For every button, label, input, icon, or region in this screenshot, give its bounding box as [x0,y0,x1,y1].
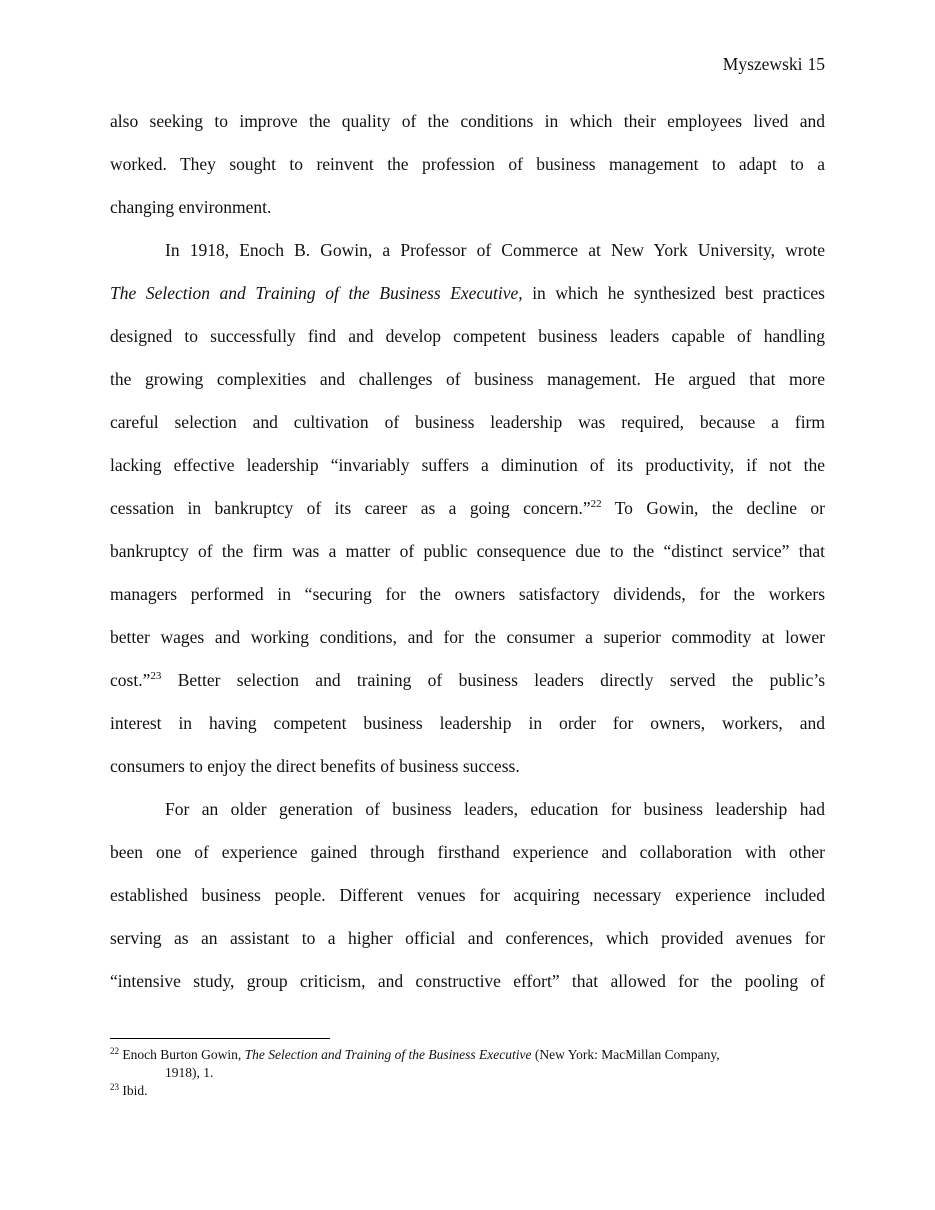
body-line: better wages and working conditions, and for the consumer a superior commodity at lower [110,627,825,647]
footnote-ref-23[interactable]: 23 [150,670,162,682]
body-line: designed to successfully find and develop competent business leaders capable of handling [110,326,825,346]
paragraph-start: In 1918, Enoch B. Gowin, a Professor of Commerce at New York University, wrote [165,240,825,260]
body-line: consumers to enjoy the direct benefits of business success. [110,756,520,776]
page-number: 15 [807,54,825,74]
body-line: worked. They sought to reinvent the profession of business management to adapt to a [110,154,825,174]
book-title: The Selection and Training of the Business Executive, [110,283,523,303]
body-line: the growing complexities and challenges of business management. He argued that more [110,369,825,389]
body-line: been one of experience gained through firsthand experience and collaboration with other [110,842,825,862]
header-author: Myszewski [722,54,803,74]
body-line: established business people. Different venues for acquiring necessary experience included [110,885,825,905]
body-line: interest in having competent business leadership in order for owners, workers, and [110,713,825,733]
footnote-ref-22[interactable]: 22 [590,498,602,510]
body-line: cost.”$^{23}$ Better selection and training of business leaders directly served the public’s [110,670,826,690]
body-line: also seeking to improve the quality of the conditions in which their employees lived and [110,111,825,131]
body-line: changing environment. [110,197,272,217]
body-line: cessation in bankruptcy of its career as a going concern.”$^{22}$ To Gowin, the decline or [110,498,825,518]
footnote-22: $^{22}$ Enoch Burton Gowin, The Selection and Training of the Business Executive (New York: MacMillan Company, [110,1046,720,1062]
paragraph-start: For an older generation of business leaders, education for business leadership had [165,799,825,819]
footnote-22-continuation: 1918), 1. [165,1065,214,1080]
body-line: lacking effective leadership “invariably suffers a diminution of its productivity, if not the [110,455,825,475]
body-line: bankruptcy of the firm was a matter of public consequence due to the “distinct service” that [110,541,825,561]
body-line: serving as an assistant to a higher official and conferences, which provided avenues for [110,928,825,948]
body-line: careful selection and cultivation of business leadership was required, because a firm [110,412,825,432]
body-line: managers performed in “securing for the owners satisfactory dividends, for the workers [110,584,825,604]
body-line: “intensive study, group criticism, and constructive effort” that allowed for the pooling of [110,971,825,991]
body-line: The Selection and Training of the Business Executive, in which he synthesized best practices [110,283,825,303]
footnote-separator [110,1038,330,1039]
running-header [723,54,825,75]
footnote-23: $^{23}$ Ibid. [110,1082,148,1098]
